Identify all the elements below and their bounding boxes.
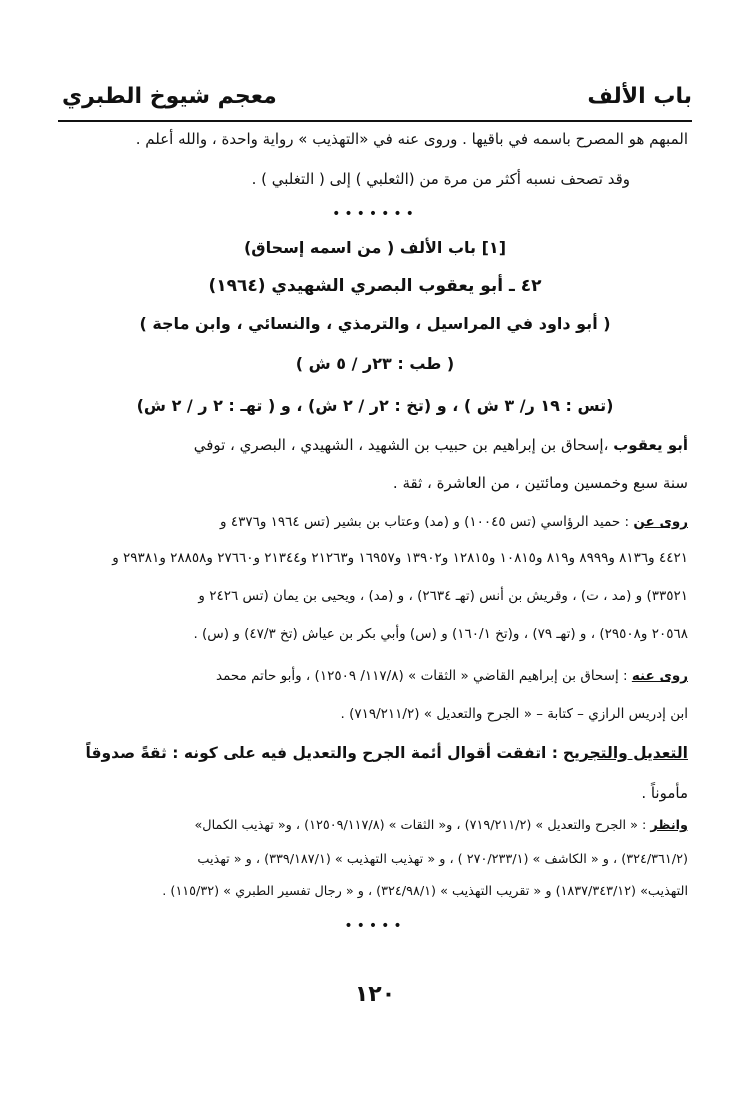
- bio-line-1: [194, 436, 688, 454]
- jarh-line-1: [86, 744, 688, 762]
- entry-tabari-ref: ( طب : ٢٣ر / ٥ ش ): [295, 354, 455, 373]
- jarh-line-2: مأموناً .: [641, 784, 688, 802]
- see-also-line-3: التهذيب» (١٨٣٧/٣٤٣/١٢) و « تقريب التهذيب » (٣٢٤/٩٨/١) ، و « رجال تفسير الطبري » (١١٥/٣٢) .: [162, 884, 688, 899]
- jarh-label: التعديل والتجريح: [562, 744, 688, 762]
- see-also-line-2: (٣٢٤/٣٦١/٢) ، و « الكاشف » (٢٧٠/٢٣٣/١ ) ، و « تهذيب التهذيب » (٣٣٩/١٨٧/١) ، و « تهذيب: [197, 852, 688, 867]
- book-title: معجم شيوخ الطبري: [62, 84, 277, 109]
- separator-dots: •••••••: [332, 206, 418, 222]
- header-rule: [58, 120, 692, 122]
- entry-sources: ( أبو داود في المراسيل ، والترمذي ، والنسائي ، وابن ماجة ): [139, 314, 611, 333]
- see-also-text: : « الجرح والتعديل » (٧١٩/٢١١/٢) ، و« الثقات » (١٢٥٠٩/١١٧/٨) ، و« تهذيب الكمال»: [194, 818, 647, 833]
- narrated-by-text: : إسحاق بن إبراهيم القاضي « الثقات » (١١٧/٨/ ١٢٥٠٩) ، وأبو حاتم محمد: [215, 668, 628, 684]
- narrated-from-line-4: ٢٠٥٦٨ و٢٩٥٠٨) ، و (تهـ ٧٩) ، و(تخ ١٦٠/١) و (س) وأبي بكر بن عياش (تخ ٤٧/٣) و (س) .: [193, 626, 688, 642]
- page-header: [62, 84, 692, 118]
- chapter-title: باب الألف: [587, 84, 692, 109]
- section-title: [١] باب الألف ( من اسمه إسحاق): [243, 238, 506, 257]
- separator-dots-end: •••••: [344, 918, 406, 934]
- narrated-by-line-2: ابن إدريس الرازي – كتابة – « الجرح والتعديل » (٧١٩/٢١١/٢) .: [340, 706, 688, 722]
- narrated-from-line-2: ٤٤٢١ و٨١٣٦ و٨٩٩٩ و٨١٩ و١٠٨١٥ و١٢٨١٥ و١٣٩٠٢ و١٦٩٥٧ و٢١٢٦٣ و٢١٣٤٤ و٢٧٦٦٠ و٢٨٨٥٨ و٢٩٣٨١ و: [112, 550, 688, 566]
- page-number: ١٢٠: [354, 982, 396, 1007]
- narrated-from-line-3: ٣٣٥٢١) و (مد ، ت) ، وقريش بن أنس (تهـ ٢٦٣٤) ، و (مد) ، ويحيى بن يمان (تس ٢٤٢٦ و: [198, 588, 688, 604]
- see-also-line-1: [194, 818, 688, 833]
- narrated-by-line-1: [216, 668, 688, 684]
- narrated-from-line-1: [220, 514, 688, 530]
- narrated-from-text: : حميد الرؤاسي (تس ١٠٠٤٥) و (مد) وعتاب بن بشير (تس ١٩٦٤ و٤٣٧٦ و: [220, 514, 630, 530]
- bio-text: ،إسحاق بن إبراهيم بن حبيب بن الشهيد ، الشهيدي ، البصري ، توفي: [193, 436, 609, 454]
- see-also-label: وانظر: [650, 818, 688, 833]
- entry-title: ٤٢ ـ أبو يعقوب البصري الشهيدي (١٩٦٤): [208, 276, 542, 296]
- narrated-from-label: روى عن: [633, 514, 688, 530]
- bio-line-2: سنة سبع وخمسين ومائتين ، من العاشرة ، ثقة .: [392, 474, 688, 492]
- bio-label: أبو يعقوب: [613, 436, 688, 454]
- jarh-text: : اتفقت أقوال أئمة الجرح والتعديل فيه على كونه : ثقةً صدوقاً: [85, 744, 558, 762]
- intro-line-1: المبهم هو المصرح باسمه في باقيها . وروى عنه في «التهذيب » رواية واحدة ، والله أعلم .: [135, 130, 688, 148]
- intro-line-2: وقد تصحف نسبه أكثر من مرة من (الثعلبي ) إلى ( التغلبي ) .: [251, 170, 630, 188]
- entry-refs: (تس : ١٩ ر/ ٣ ش ) ، و (تخ : ٢ر / ٢ ش) ، و ( تهـ : ٢ ر / ٢ ش): [136, 396, 614, 415]
- narrated-by-label: روى عنه: [631, 668, 688, 684]
